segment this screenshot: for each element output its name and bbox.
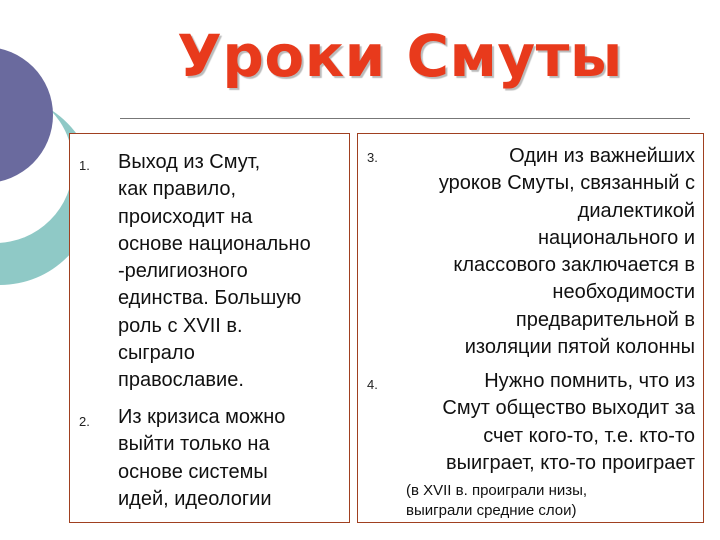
text-line: роль с XVII в.	[118, 314, 243, 337]
right-panel	[357, 133, 704, 523]
item-text	[118, 149, 311, 395]
note-line: выиграли средние слои)	[406, 502, 577, 519]
text-line: диалектикой	[577, 199, 695, 222]
text-line: необходимости	[552, 281, 695, 304]
text-line: изоляции пятой колонны	[464, 336, 695, 359]
text-line: Нужно помнить, что из	[484, 370, 695, 392]
item-text	[118, 404, 285, 513]
text-line: -религиозного	[118, 260, 248, 283]
text-line: единства. Большую	[118, 287, 302, 310]
title-divider	[120, 118, 690, 119]
left-panel	[69, 133, 350, 523]
text-line: классового заключается в	[453, 254, 695, 277]
text-line: выйти только на	[118, 433, 270, 456]
text-line: уроков Смуты, связанный с	[438, 172, 695, 195]
text-line: Один из важнейших	[509, 145, 695, 167]
text-line: Выход из Смут,	[118, 151, 261, 173]
text-line: основе системы	[118, 460, 268, 483]
text-line: как правило,	[118, 178, 237, 201]
item-text	[403, 368, 695, 477]
text-line: национального и	[537, 226, 695, 249]
text-line: предварительной в	[515, 308, 695, 331]
slide-title: Уроки Смуты	[177, 22, 623, 90]
item-number: 3.	[367, 150, 378, 165]
note-line: (в XVII в. проиграли низы,	[406, 482, 588, 499]
footnote	[406, 481, 587, 521]
text-line: Из кризиса можно	[118, 406, 286, 428]
text-line: основе национально	[118, 232, 311, 255]
text-line: выиграет, кто-то проиграет	[446, 451, 695, 474]
item-number: 4.	[367, 377, 378, 392]
text-line: счет кого-то, т.е. кто-то	[483, 424, 695, 447]
text-line: Смут общество выходит за	[442, 397, 695, 420]
text-line: происходит на	[118, 205, 253, 228]
text-line: идей, идеологии	[118, 487, 272, 510]
text-line: православие.	[118, 369, 244, 392]
item-number: 1.	[79, 158, 90, 173]
item-number: 2.	[79, 414, 90, 429]
item-text	[403, 143, 695, 361]
text-line: сыграло	[118, 342, 195, 365]
